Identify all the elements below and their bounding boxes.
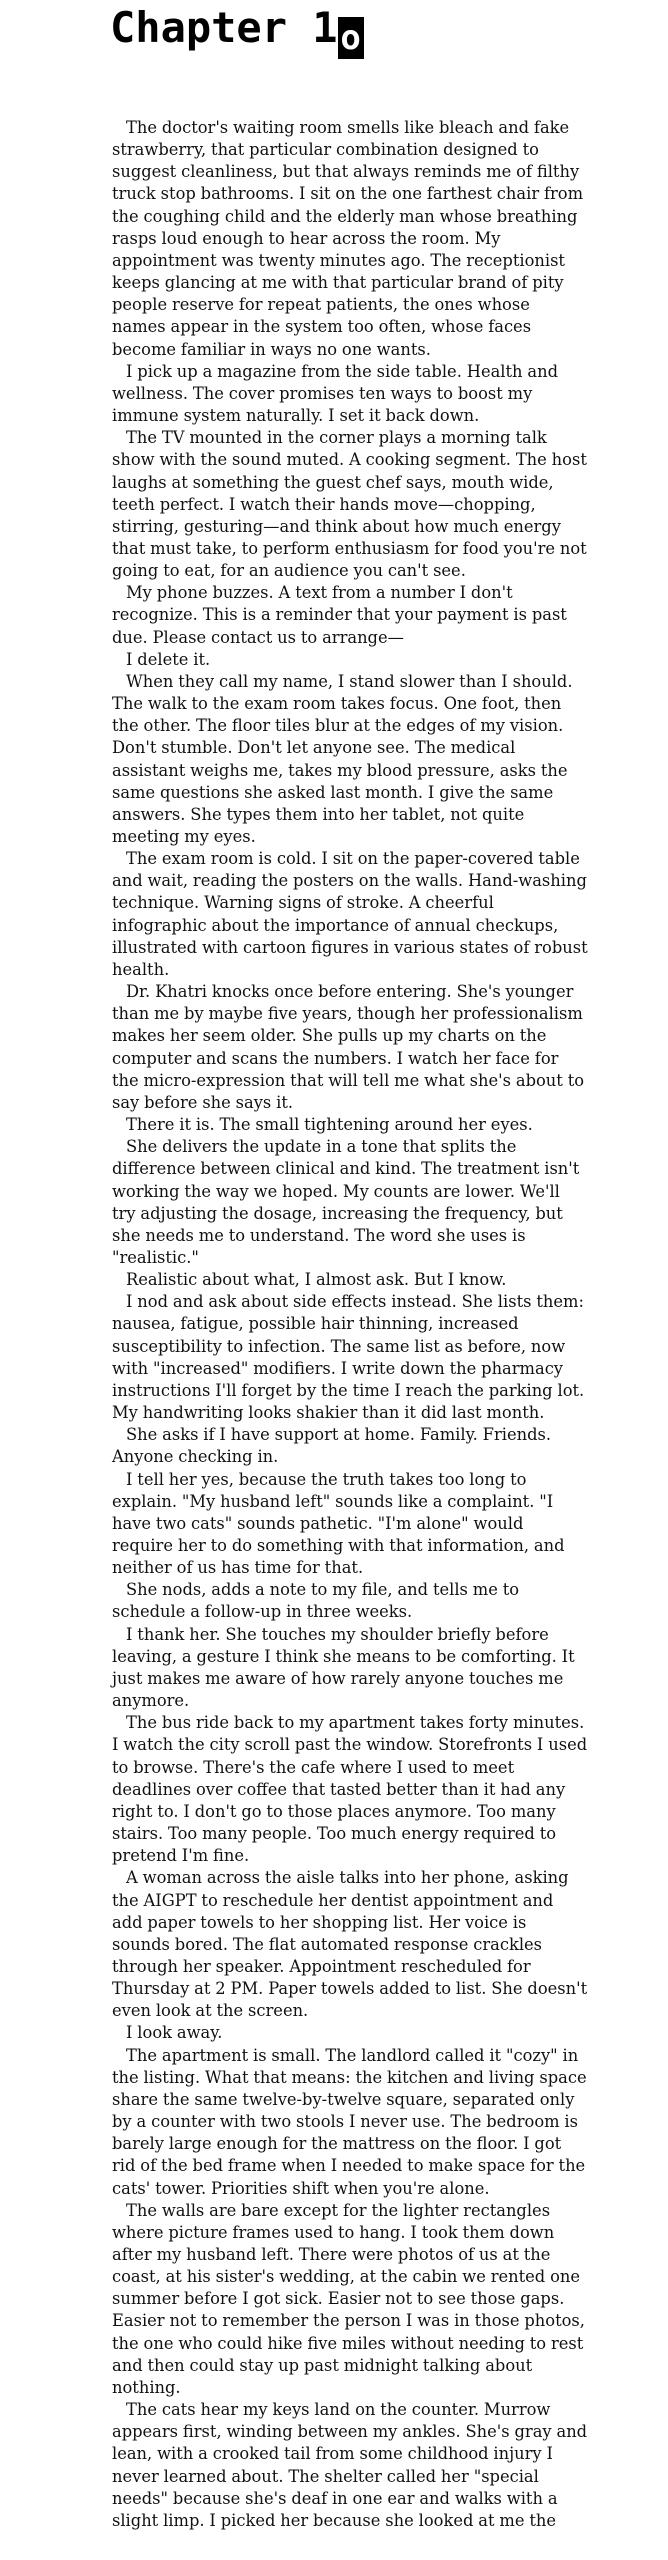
- paragraph: The walls are bare except for the lighter rectangles where picture frames used to hang. I took them down after my husband left. There were photos of us at the coast, at his sister's wedding, at the cabin we rented one summer before I got sick. Easier not to see those gaps. Easier not to remember the person I was in those photos, the one who could hike five miles without needing to rest and then could stay up past midnight talking about nothing.: [112, 2200, 585, 2397]
- paragraph: I look away.: [126, 2023, 223, 2043]
- paragraph: When they call my name, I stand slower than I should. The walk to the exam room takes focus. One foot, then the other. The floor tiles blur at the edges of my vision. Don't stumble. Don't let anyone see. The medical assistant weighs me, takes my blood pressure, asks the same questions she asked last month. I give the same answers. She types them into her tablet, not quite meeting my eyes.: [112, 671, 573, 846]
- paragraph: The TV mounted in the corner plays a morning talk show with the sound muted. A cooking segment. The host laughs at something the guest chef says, mouth wide, teeth perfect. I watch their hands move—chopping, stirring, gesturing—and think about how much energy that must take, to perform enthusiasm for food you're not going to eat, for an audience you can't see.: [112, 428, 587, 581]
- paragraph: The cats hear my keys land on the counter. Murrow appears first, winding between my ankles. She's gray and lean, with a crooked tail from some childhood injury I never learned about. The shelter called her "special needs" because she's deaf in one ear and walks with a slight limp. I picked her because she looked at me the: [112, 2400, 588, 2530]
- paragraph: The exam room is cold. I sit on the paper-covered table and wait, reading the posters on the walls. Hand-washing technique. Warning signs of stroke. A cheerful infographic about the importance of annual checkups, illustrated with cartoon figures in various states of robust health.: [112, 849, 588, 979]
- text-cursor: o: [338, 17, 364, 59]
- paragraph: Realistic about what, I almost ask. But I know.: [126, 1270, 507, 1290]
- paragraph: I thank her. She touches my shoulder briefly before leaving, a gesture I think she means to be comforting. It just makes me aware of how rarely anyone touches me anymore.: [112, 1624, 575, 1711]
- paragraph: I tell her yes, because the truth takes too long to explain. "My husband left" sounds like a complaint. "I have two cats" sounds pathetic. "I'm alone" would require her to do something with that information, and neither of us has time for that.: [112, 1469, 565, 1578]
- paragraph: The bus ride back to my apartment takes forty minutes. I watch the city scroll past the window. Storefronts I used to browse. There's the cafe where I used to meet deadlines over coffee that tasted better than it had any right to. I don't go to those places anymore. Too many stairs. Too many people. Too much energy required to pretend I'm fine.: [112, 1713, 588, 1866]
- chapter-title-text: Chapter 1: [110, 3, 338, 52]
- paragraph: A woman across the aisle talks into her phone, asking the AIGPT to reschedule her dentist appointment and add paper towels to her shopping list. Her voice is sounds bored. The flat automated response crackles through her speaker. Appointment rescheduled for Thursday at 2 PM. Paper towels added to list. She doesn't even look at the screen.: [112, 1868, 588, 2021]
- paragraph: She delivers the update in a tone that splits the difference between clinical and kind. The treatment isn't working the way we hoped. My counts are lower. We'll try adjusting the dosage, increasing the frequency, but she needs me to understand. The word she uses is "realistic.": [112, 1137, 580, 1267]
- paragraph: There it is. The small tightening around her eyes.: [126, 1115, 533, 1135]
- paragraph: The doctor's waiting room smells like bleach and fake strawberry, that particular combination designed to suggest cleanliness, but that always reminds me of filthy truck stop bathrooms. I sit on the one farthest chair from the coughing child and the elderly man whose breathing rasps loud enough to hear across the room. My appointment was twenty minutes ago. The receptionist keeps glancing at me with that particular brand of pity people reserve for repeat patients, the ones whose names appear in the system too often, whose faces become familiar in ways no one wants.: [112, 118, 584, 359]
- paragraph: I delete it.: [126, 649, 211, 669]
- paragraph: My phone buzzes. A text from a number I don't recognize. This is a reminder that your payment is past due. Please contact us to arrange—: [112, 583, 567, 647]
- paragraph: She asks if I have support at home. Family. Friends. Anyone checking in.: [112, 1425, 552, 1467]
- paragraph: Dr. Khatri knocks once before entering. She's younger than me by maybe five years, though her professionalism makes her seem older. She pulls up my charts on the computer and scans the numbers. I watch her face for the micro-expression that will tell me what she's about to say before she says it.: [112, 982, 585, 1112]
- paragraph: I nod and ask about side effects instead. She lists them: nausea, fatigue, possible hair thinning, increased susceptibility to infection. The same list as before, now with "increased" modifiers. I write down the pharmacy instructions I'll forget by the time I reach the parking lot. My handwriting looks shakier than it did last month.: [112, 1292, 585, 1423]
- paragraph: I pick up a magazine from the side table. Health and wellness. The cover promises ten ways to boost my immune system naturally. I set it back down.: [112, 361, 559, 426]
- paragraph: The apartment is small. The landlord called it "cozy" in the listing. What that means: the kitchen and living space share the same twelve-by-twelve square, separated only by a counter with two stools I never use. The bedroom is barely large enough for the mattress on the floor. I got rid of the bed frame when I needed to make space for the cats' tower. Priorities shift when you're alone.: [112, 2045, 587, 2198]
- paragraph: She nods, adds a note to my file, and tells me to schedule a follow-up in three weeks.: [112, 1580, 520, 1622]
- chapter-title: [110, 2, 364, 59]
- chapter-body: [112, 117, 588, 2532]
